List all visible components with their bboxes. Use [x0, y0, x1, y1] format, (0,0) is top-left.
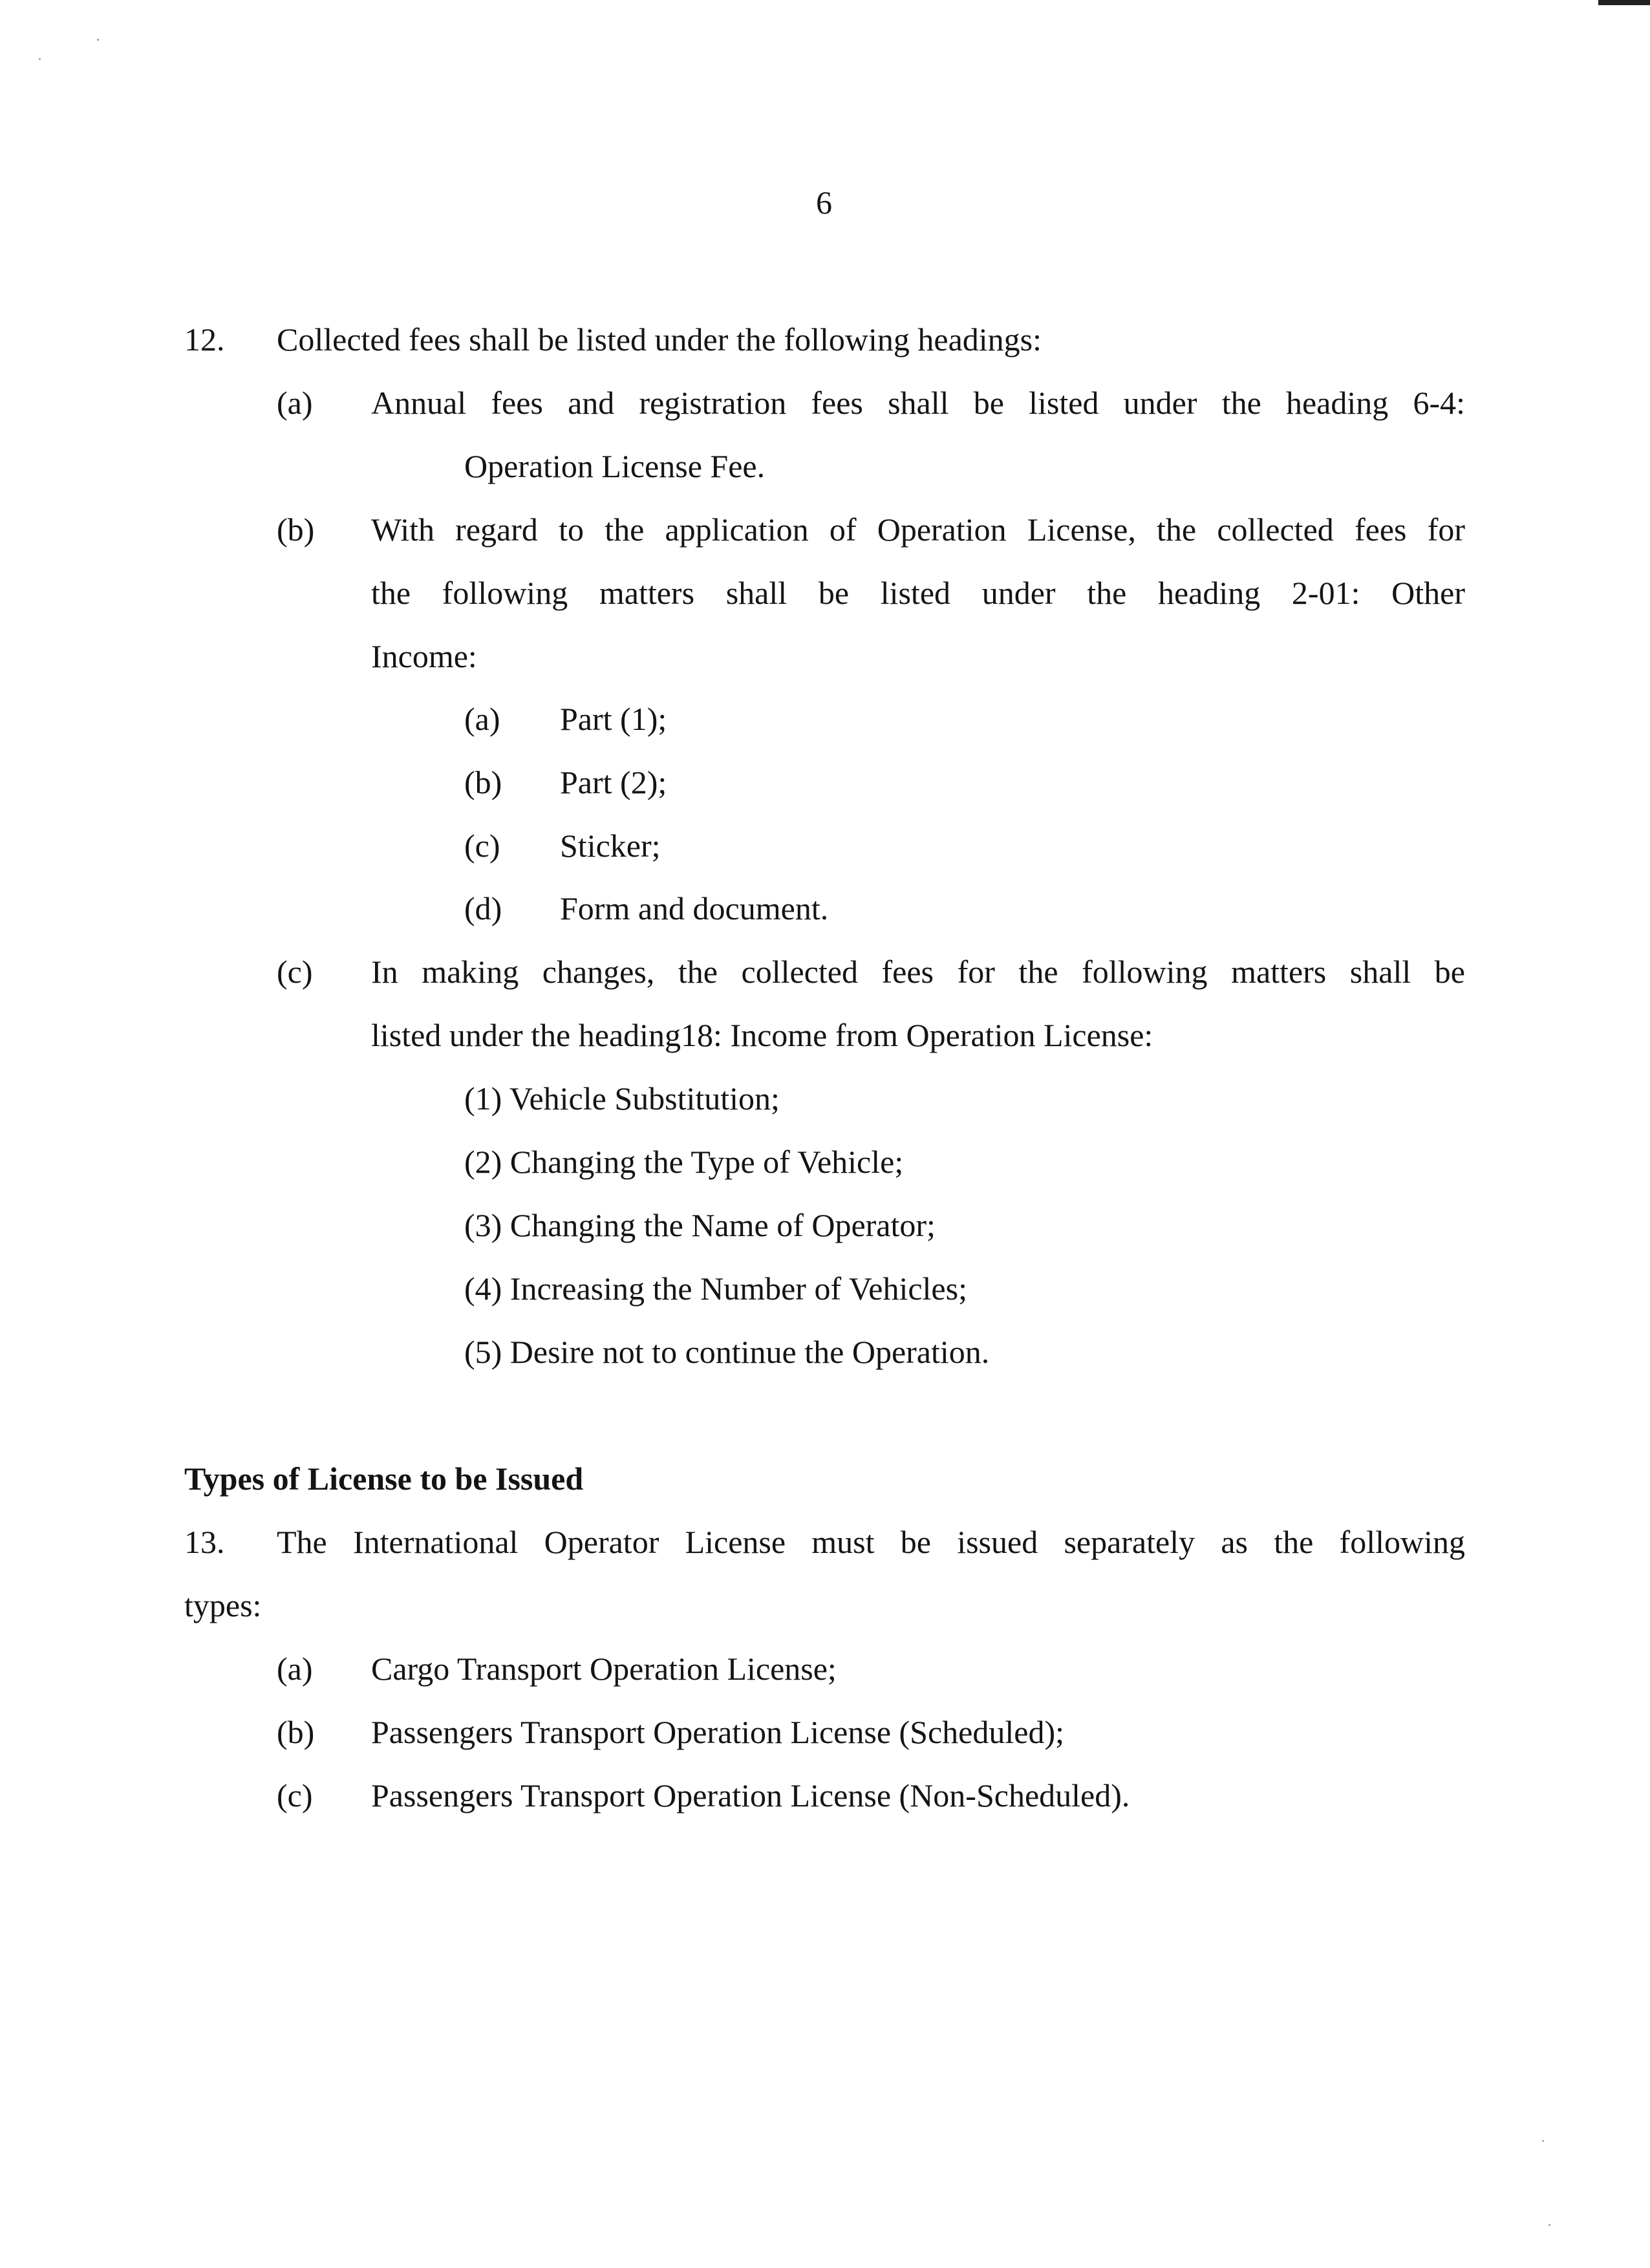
item-c-sub: (2) Changing the Type of Vehicle;	[464, 1144, 904, 1180]
item-b-sub-label: (d)	[464, 890, 502, 926]
scan-edge-mark	[1598, 0, 1650, 5]
type-item-text: Passengers Transport Operation License (Scheduled);	[371, 1714, 1064, 1750]
item-a-line-2: Operation License Fee.	[464, 448, 766, 484]
item-c-sub: (1) Vehicle Substitution;	[464, 1080, 780, 1117]
type-item-label: (a)	[277, 1651, 313, 1687]
item-b-sub-text: Part (1);	[560, 701, 667, 737]
scan-speck	[39, 58, 41, 60]
type-item-text: Passengers Transport Operation License (Non-Scheduled).	[371, 1777, 1130, 1813]
item-c-line-2: listed under the heading18: Income from Operation License:	[371, 1017, 1153, 1053]
item-b-sub-label: (b)	[464, 764, 502, 800]
section-13-number: 13.	[184, 1524, 225, 1560]
item-b-sub-label: (a)	[464, 701, 500, 737]
item-b-label: (b)	[277, 511, 315, 548]
item-b-sub-text: Part (2);	[560, 764, 667, 800]
item-c-sub: (3) Changing the Name of Operator;	[464, 1207, 936, 1243]
type-item-label: (b)	[277, 1714, 315, 1750]
section-12-intro: Collected fees shall be listed under the following headings:	[277, 321, 1042, 358]
section-12-number: 12.	[184, 321, 225, 358]
item-c-sub: (5) Desire not to continue the Operation.	[464, 1334, 990, 1370]
item-a-line-1: Annual fees and registration fees shall be listed under the heading 6-4:	[371, 385, 1465, 421]
scan-speck	[1542, 2140, 1544, 2142]
item-c-label: (c)	[277, 954, 313, 990]
item-b-line-3: Income:	[371, 638, 477, 674]
section-13-heading: Types of License to be Issued	[184, 1460, 584, 1497]
section-13-line-2: types:	[184, 1587, 262, 1623]
item-b-sub-text: Sticker;	[560, 828, 661, 864]
scan-speck	[1548, 2224, 1550, 2226]
item-c-sub: (4) Increasing the Number of Vehicles;	[464, 1270, 967, 1307]
type-item-label: (c)	[277, 1777, 313, 1813]
item-b-sub-label: (c)	[464, 828, 500, 864]
item-b-line-1: With regard to the application of Operation License, the collected fees for	[371, 511, 1465, 548]
item-c-line-1: In making changes, the collected fees for the following matters shall be	[371, 954, 1465, 990]
scan-speck	[97, 39, 99, 41]
page-number: 6	[816, 184, 832, 220]
type-item-text: Cargo Transport Operation License;	[371, 1651, 837, 1687]
item-b-line-2: the following matters shall be listed under the heading 2-01: Other	[371, 575, 1465, 611]
item-a-label: (a)	[277, 385, 313, 421]
section-13-line-1: The International Operator License must be issued separately as the following	[277, 1524, 1465, 1560]
item-b-sub-text: Form and document.	[560, 890, 829, 926]
